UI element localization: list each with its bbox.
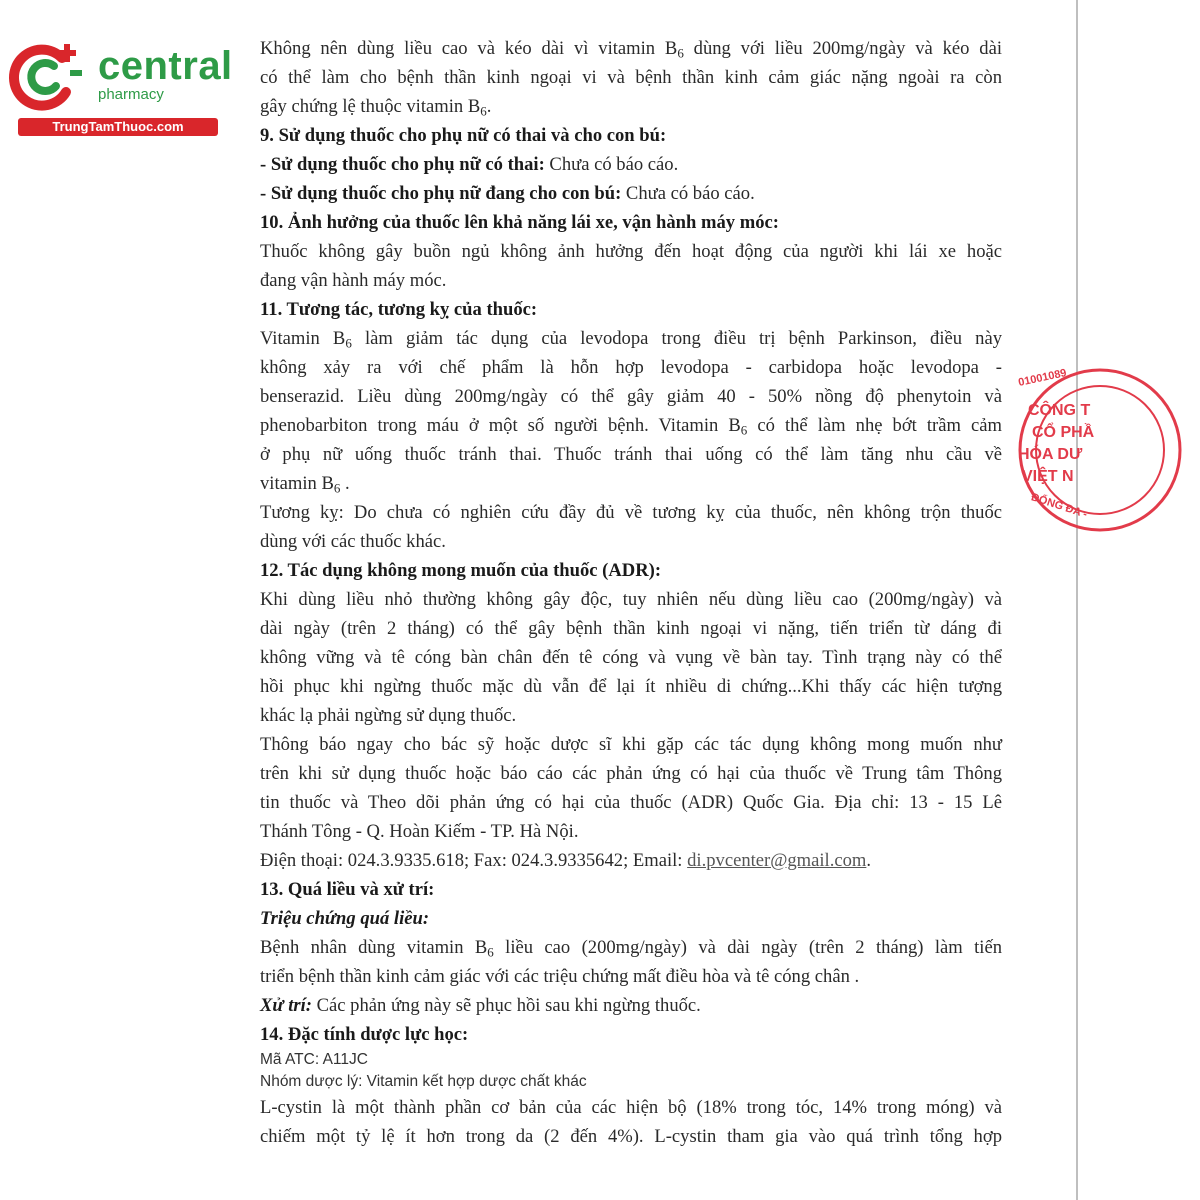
pregnancy-line: - Sử dụng thuốc cho phụ nữ có thai: Chưa có báo cáo.	[260, 154, 679, 175]
stamp-line-4: VIỆT N	[1022, 468, 1074, 485]
atc-code: Mã ATC: A11JC	[260, 1051, 368, 1068]
section-12-line-6: Thông báo ngay cho bác sỹ hoặc dược sĩ khi gặp các tác dụng không mong muốn như	[260, 734, 1002, 755]
section-12-line-5: khác lạ phải ngừng sử dụng thuốc.	[260, 705, 517, 726]
section-11-line-2: không xảy ra với chế phẩm là hỗn hợp levodopa - carbidopa hoặc levodopa -	[260, 357, 1002, 378]
stamp-line-2: CỔ PHẦ	[1032, 424, 1095, 441]
section-12-contact-line: Điện thoại: 024.3.9335.618; Fax: 024.3.9335642; Email: di.pvcenter@gmail.com.	[260, 850, 872, 871]
section-10-line-2: đang vận hành máy móc.	[260, 270, 447, 291]
section-14-line-2: chiếm một tỷ lệ ít hơn trong da (2 đến 4%). L-cystin tham gia vào quá trình tổng hợp	[260, 1126, 1002, 1147]
section-12-line-3: không vững và tê cóng bàn chân đến tê cóng và vụng về bàn tay. Tình trạng này có thể	[260, 647, 1002, 668]
section-11-line-3: benserazid. Liều dùng 200mg/ngày có thể gây giảm 40 - 50% nồng độ phenytoin và	[260, 386, 1002, 407]
stamp-bottom-text: ĐỐNG ĐA -	[1029, 491, 1089, 521]
logo-name: central	[98, 44, 233, 88]
section-13-line-2: triển bệnh thần kinh cảm giác với các triệu chứng mất điều hòa và tê cóng chân .	[260, 966, 860, 987]
pharmacy-cross-logo-icon	[10, 40, 90, 115]
section-12-line-2: dài ngày (trên 2 tháng) có thể gây bệnh thần kinh ngoại vi nặng, tiến triển từ dáng đi	[260, 618, 1002, 639]
section-13-heading: 13. Quá liều và xử trí:	[260, 879, 435, 900]
section-12-line-9: Thánh Tông - Q. Hoàn Kiếm - TP. Hà Nội.	[260, 821, 579, 842]
section-11-line-7: Tương kỵ: Do chưa có nghiên cứu đầy đủ về tương kỵ của thuốc, nên không trộn thuốc	[260, 502, 1002, 523]
section-12-line-8: tin thuốc và Theo dõi phản ứng có hại của thuốc (ADR) Quốc Gia. Địa chỉ: 13 - 15 Lê	[260, 792, 1002, 813]
section-11-line-6: vitamin $B_6$ .	[260, 473, 350, 496]
section-14-heading: 14. Đặc tính dược lực học:	[260, 1024, 469, 1045]
intro-line-3: gây chứng lệ thuộc vitamin $B_6$.	[260, 96, 492, 119]
treatment-line: Xử trí: Các phản ứng này sẽ phục hồi sau khi ngừng thuốc.	[260, 995, 701, 1016]
email-link[interactable]: di.pvcenter@gmail.com	[687, 850, 867, 871]
stamp-line-3: HÓA DƯ	[1018, 446, 1083, 463]
section-11-line-1: Vitamin $B_6$ làm giảm tác dụng của levodopa trong điều trị bệnh Parkinson, điều này	[260, 328, 1002, 351]
section-11-line-5: ở phụ nữ uống thuốc tránh thai. Thuốc tránh thai uống có thể làm tăng nhu cầu về	[260, 444, 1002, 465]
section-10-line-1: Thuốc không gây buồn ngủ không ảnh hưởng đến hoạt động của người khi lái xe hoặc	[260, 241, 1002, 262]
leaflet-page	[260, 34, 1002, 1151]
pharmacologic-group: Nhóm dược lý: Vitamin kết hợp dược chất khác	[260, 1073, 587, 1090]
stamp-number: 01001089	[1017, 367, 1068, 389]
intro-line-2: có thể làm cho bệnh thần kinh ngoại vi và bệnh thần kinh cảm giác nặng ngoài ra còn	[260, 67, 1002, 88]
section-12-line-4: hồi phục khi ngừng thuốc mặc dù vẫn để lại ít nhiều di chứng...Khi thấy các hiện tượng	[260, 676, 1002, 697]
section-11-line-8: dùng với các thuốc khác.	[260, 531, 446, 552]
section-12-line-7: trên khi sử dụng thuốc hoặc báo cáo các phản ứng có hại của thuốc về Trung tâm Thông	[260, 763, 1002, 784]
page-edge-line	[1076, 0, 1078, 1200]
section-12-line-1: Khi dùng liều nhỏ thường không gây độc, tuy nhiên nếu dùng liều cao (200mg/ngày) và	[260, 589, 1002, 610]
logo-subtitle: pharmacy	[98, 86, 164, 103]
section-12-heading: 12. Tác dụng không mong muốn của thuốc (ADR):	[260, 560, 662, 581]
company-stamp	[1010, 360, 1095, 550]
central-pharmacy-logo	[10, 40, 233, 140]
section-11-heading: 11. Tương tác, tương kỵ của thuốc:	[260, 299, 538, 320]
intro-line-1: Không nên dùng liều cao và kéo dài vì vitamin $B_6$ dùng với liều 200mg/ngày và kéo dài	[260, 38, 1002, 61]
section-10-heading: 10. Ảnh hưởng của thuốc lên khả năng lái xe, vận hành máy móc:	[260, 212, 779, 233]
logo-url: TrungTamThuoc.com	[18, 118, 218, 136]
nursing-line: - Sử dụng thuốc cho phụ nữ đang cho con bú: Chưa có báo cáo.	[260, 183, 755, 204]
overdose-symptoms-label: Triệu chứng quá liều:	[260, 908, 430, 929]
section-9-heading: 9. Sử dụng thuốc cho phụ nữ có thai và cho con bú:	[260, 125, 667, 146]
stamp-line-1: CÔNG T	[1028, 402, 1091, 419]
section-13-line-1: Bệnh nhân dùng vitamin $B_6$ liều cao (200mg/ngày) và dài ngày (trên 2 tháng) làm tiến	[260, 937, 1002, 960]
section-11-line-4: phenobarbiton trong máu ở một số người bệnh. Vitamin $B_6$ có thể làm nhẹ bớt trầm cảm	[260, 415, 1002, 438]
section-14-line-1: L-cystin là một thành phần cơ bản của các hiện bộ (18% trong tóc, 14% trong móng) và	[260, 1097, 1002, 1118]
